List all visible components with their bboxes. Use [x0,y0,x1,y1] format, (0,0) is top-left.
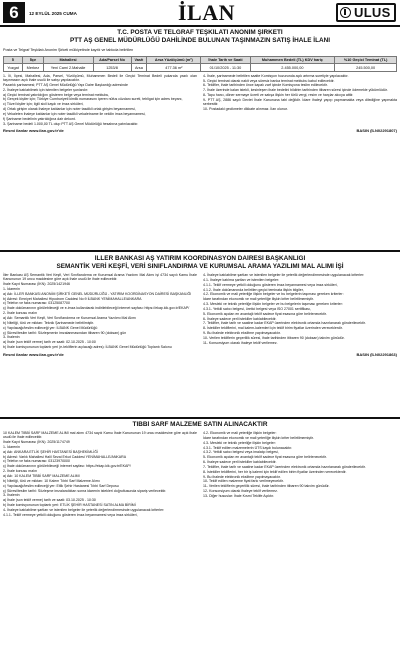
notice-paragraph: İdare tarafından ekonomik ve mali yeterliğe ilişkin kriter belirtilmemiştir. [203,435,314,440]
notice-paragraph: 4.1- İhaleye katılma şartları ve istenilen belgeler: [203,277,280,282]
notice-column-left-items [3,440,197,517]
notice-paragraph: a) İhale (son teklif verme) tarih ve saati: 03.10.2025 - 10:30 [3,498,96,503]
notice-intro: 10 KALEM TIBBİ SARF MALZEME ALIMI mal alımı 4734 sayılı Kamu İhale Kanununun 19 uncu maddesine göre açık ihale usulü ile ihale edilecektir. [3,431,197,440]
notice-column-left [3,431,197,518]
page-title: İLAN [178,0,236,25]
logo-mark-icon [340,7,351,18]
table-header-cell: Vasfı [131,57,147,64]
notice-intro: İller Bankası AŞ Semantik Veri Keşfi, Veri Sınıflandırma ve Kurumsal Arama Yazılımı Mal Alımı işi 4734 sayılı Kamu İhale Kanununun 19 uncu maddesine göre açık ihale usulü ile ihale edilecektir. [3,273,197,282]
notice-paragraph: 4.1.2- İhale dokümanında belirtilen geçici teminata ilişkin bilgiler, [203,287,304,292]
medical-supply-notice [3,421,397,659]
notice-column-right [203,273,397,350]
notice-paragraph: İhale Kayıt Numarası (İKN): 2025/1421946 [3,282,71,287]
notice-columns [3,431,397,518]
table-cell: Yozgat [4,64,23,71]
page-number: 6 [3,2,25,23]
notice-paragraph: Pazarlık şartnamesi; PTT AŞ Genel Müdürlüğü Yapı Daire Başkanlığı adresinde [3,82,128,87]
notice-paragraph: 2- İhale konusu malın [3,469,37,474]
notice-paragraph: b) İhale komisyonunun toplantı yeri: ETLİK ŞEHİR HASTANESİ SATIN ALMA BİRİMİ [3,503,136,508]
section-divider [0,250,400,252]
notice-paragraph: 10- Teklif edilen malzeme fiyat farkı verilmeyecektir. [203,479,284,484]
notice-paragraph: 13- Diğer hususlar: İhale Kısmi Teklife Açıktır. [203,493,275,498]
notice-paragraph: 8- Tapu harcı, döner sermaye ücreti ve satışa ilişkin her türlü vergi, resim ve harçlar alıcıya aittir. [203,93,354,98]
notice-column-left [3,273,197,350]
logo-text: ULUS [354,5,391,20]
notice-paragraph: b) Gerçek kişiler için; Türkiye Cumhuriyeti kimlik numarasını içeren nüfus cüzdanı sureti, tebligat için adres beyanı, [3,97,183,102]
notice-paragraph: b) İhale komisyonunun toplantı yeri (e-tekliflerin açılacağı adres): İLBANK Genel Müdürlüğü Toplantı Salonu [3,345,172,350]
table-header-cell: Mahallesi [43,57,93,64]
footer-code: BASIN (İLN02291807) [356,128,397,134]
table-header-cell: İl [4,57,23,64]
notice-paragraph: 3- İhalenin [3,493,20,498]
notice-paragraph: d) Ortak girişim olarak ihaleye katılanlar için noter tasdikli ortak girişim beyannamesi, [3,107,136,112]
table-header-cell: Arsa Yüzölçümü (m²) [147,57,201,64]
notice-footer [3,128,397,133]
notice-paragraph: 12- Konsorsiyum olarak ihaleye teklif verilemez. [203,489,278,494]
notice-paragraph: 5- Ekonomik açıdan en avantajlı teklif sadece fiyat esasına göre belirlenecektir. [203,311,327,316]
table-header-row [4,57,397,64]
table-header-cell: İlçe [23,57,43,64]
notice-subtitle: SEMANTİK VERİ KEŞFİ, VERİ SINIFLANDIRMA VE KURUMSAL ARAMA YAZILIMI MAL ALIMI İŞİ [56,263,344,270]
notice-paragraph: a) Adı: 10 KALEM TIBBİ SARF MALZEME ALIMI [3,474,80,478]
notice-paragraph: 1- İli, İlçesi, Mahallesi, Ada, Parsel, Yüzölçümü, Muhammen Bedeli ile Geçici Teminat Bedeli yukarıda yazılı olan taşınmazın açık ihale usulü ile satışı yapılacaktır. [3,73,197,83]
notice-paragraph: a) Adı: Semantik Veri Keşfi, Veri Sınıflandırma ve Kurumsal Arama Yazılımı Mal Alımı [3,316,137,320]
notice-column-right [203,74,397,127]
footer-website: Resmi ilanlar www.ilan.gov.tr'de [3,128,64,134]
section-divider [0,417,400,419]
notice-paragraph: 8- İstekliler tekliflerini, mal kalem-kalemleri için teklif birim fiyatlar üzerinden vereceklerdir. [203,326,343,331]
notice-paragraph: 7- Teklifler, ihale tarih ve saatine kadar EKAP üzerinden elektronik ortamda hazırlanarak gönderilecektir. [203,321,366,326]
notice-paragraph: 2- İhaleye katılabilmek için istenilen belgeler şunlardır: [3,87,88,92]
notice-paragraph: 10- Postadaki gecikmeler dikkate alınmaz. İlan olunur. [203,107,288,112]
issue-date: 12 EYLÜL 2025 CUMA [29,11,77,16]
notice-paragraph: 9- PTT AŞ, 2886 sayılı Devlet İhale Kanununa tabi değildir. İdare ihaleyi yapıp yapmamakta veya dilediğine yapmakta serbesttir. [203,98,397,107]
notice-paragraph: ç) Süresi/teslim tarihi: Sözleşme imzalandıktan sonra idarenin istekleri doğrultusunda sipariş verilecektir. [3,488,167,493]
notice-paragraph: ç) Süresi/teslim tarihi: Sözleşmenin imzalanmasından itibaren 90 (doksan) gün [3,330,127,335]
table-cell: 245.500,00 [335,64,397,71]
notice-paragraph: 7- İhale üzerinde kalan istekli, kesinleşen ihale bedelini bildirim tarihinden itibaren süresi içinde ödemekle yükümlüdür. [203,88,388,93]
notice-title: İLLER BANKASI AŞ YATIRIM KOORDİNASYON DAİRESİ BAŞKANLIĞI [94,255,306,262]
notice-paragraph: 7- Teklifler, ihale tarih ve saatine kadar EKAP üzerinden elektronik ortamda hazırlanarak gönderilecektir. [203,464,366,469]
notice-paragraph: c) Yapılacağı/teslim edileceği yer: İLBANK Genel Müdürlüğü [3,325,98,330]
notice-paragraph: c) Yapılacağı/teslim edileceği yer: Etlik Şehir Hastanesi Tıbbi Sarf Deposu [3,483,119,488]
ulus-logo [336,3,396,22]
notice-paragraph: c) Tüzel kişiler için; ilgili sicil kaydı ve imza sirküleri, [3,102,84,107]
notice-paragraph: 4.3.1- Teklif edilen malzemelerin ÜTS kaydı bulunacaktır. [203,445,293,450]
notice-paragraph: 4.3.1- Yetkili satıcı belgesi, üretici belgesi veya ISO 27001 sertifikası, [203,306,311,311]
notice-paragraph: ç) İhale dokümanının görülebileceği internet sayfası: https://ekap.kik.gov.tr/EKAP/ [3,464,131,469]
notice-footer [3,352,397,357]
table-cell: 477.36 m² [147,64,201,71]
notice-column-left-items [3,282,197,349]
ilbank-tender-notice [3,255,397,413]
notice-paragraph: 11- Verilen tekliflerin geçerlilik süresi, ihale tarihinden itibaren 90 takvim günüdür. [203,484,330,489]
notice-columns [3,74,397,127]
ptt-sale-notice [3,29,397,246]
notice-paragraph: 4.3- Mesleki ve teknik yeterliğe ilişkin belgeler: [203,440,276,445]
notice-paragraph: b) Adresi: Varlık Mahallesi Halil Sezai Erkut Caddesi YENİMAHALLE/ANKARA [3,454,127,459]
notice-paragraph: 4.3- Mesleki ve teknik yeterliğe ilişkin belgeler ve bu belgelerin taşıması gereken kriterler: [203,302,343,307]
notice-paragraph: 4.3.2- Yetkili satıcı belgesi veya imalatçı belgesi, [203,450,279,455]
notice-paragraph: 5- Geçici teminat olarak nakit veya süresiz banka teminat mektubu kabul edilecektir. [203,78,335,83]
notice-paragraph: b) Niteliği, türü ve miktarı: 10 Kalem Tıbbi Sarf Malzeme Alımı [3,478,100,483]
notice-paragraph: 8- İstekliler tekliflerini, her bir iş kalemi için teklif edilen birim fiyatlar üzerinden vereceklerdir. [203,469,347,474]
notice-column-right [203,431,397,518]
notice-paragraph: 6- İhaleye sadece yerli istekliler katılabilecektir. [203,460,277,465]
notice-title: TIBBİ SARF MALZEME SATIN ALINACAKTIR [132,421,268,428]
notice-paragraph: 6- Teklifler, ihale tarihinden önce kapalı zarf içinde Komisyona teslim edilecektir. [203,83,328,88]
notice-paragraph: 11- Konsorsiyum olarak ihaleye teklif verilemez. [203,340,278,345]
table-cell: 01/10/2025 - 11:30 [201,64,250,71]
table-cell: 1253/8 [93,64,131,71]
notice-paragraph: a) İhale (son teklif verme) tarih ve saati: 02.10.2025 - 10:00 [3,340,96,345]
table-header-cell: Muhammen Bedeli (TL) KDV hariç [250,57,335,64]
notice-paragraph: 4.1.1- Teklif vermeye yetkili olduğunu gösteren imza beyannamesi veya imza sirküleri, [203,282,338,287]
notice-paragraph: b) Niteliği, türü ve miktarı: Teknik Şartnamede belirtilmiştir. [3,320,95,325]
header-rule [0,25,400,27]
page-header [0,0,400,25]
notice-paragraph: b) Adresi: Emniyet Mahallesi Hipodrom Caddesi No:9 İLBANK YENİMAHALLE/ANKARA [3,296,142,301]
notice-paragraph: 1- İdarenin [3,286,20,291]
notice-paragraph: a) Geçici teminat yatırıldığını gösteren belge veya teminat mektubu, [3,92,110,97]
table-row [4,64,397,71]
notice-paragraph: 9- Bu ihalede elektronik eksiltme yapılmayacaktır. [203,331,281,336]
notice-paragraph: 4- İhaleye katılabilme şartları ve istenilen belgeler ile yeterlik değerlendirmesinde uygulanacak kriterler: [203,273,365,277]
notice-paragraph: a) Adı: ANKARA ETLİK ŞEHİR HASTANESİ BAŞHEKİMLİĞİ [3,449,98,454]
notice-paragraph: 1- İdarenin [3,444,20,449]
notice-paragraph: 9- Bu ihalede elektronik eksiltme yapılmayacaktır. [203,474,281,479]
notice-paragraph: 3- Şartname bedeli 1.000,00 TL olup PTT AŞ Genel Müdürlüğü hesabına yatırılacaktır. [3,121,139,126]
table-header-cell: %10 Geçici Teminat (TL) [335,57,397,64]
table-cell: Arsa [131,64,147,71]
notice-paragraph: 2- İhale konusu malın [3,311,37,316]
footer-website: Resmi ilanlar www.ilan.gov.tr'de [3,351,64,357]
notice-paragraph: 10- Verilen tekliflerin geçerlilik süresi, ihale tarihinden itibaren 90 (doksan) takvim günüdür. [203,335,345,340]
table-header-cell: İhale Tarih ve Saati [201,57,250,64]
notice-paragraph: 4- İhaleye katılabilme şartları ve istenilen belgeler ile yeterlik değerlendirmesinde uygulanacak kriterler: [3,507,165,512]
notice-paragraph: 4.2- Ekonomik ve mali yeterliğe ilişkin belgeler ve bu belgelerin taşıması gereken kriterler: [203,292,344,297]
notice-columns [3,273,397,350]
notice-paragraph: 3- İhalenin [3,335,20,340]
notice-paragraph: 5- Ekonomik açıdan en avantajlı teklif sadece fiyat esasına göre belirlenecektir. [203,455,327,460]
notice-title: T.C. POSTA VE TELGRAF TEŞKİLATI ANONİM ŞİRKETİ [117,29,283,36]
notice-paragraph: 4.2- Ekonomik ve mali yeterliğe ilişkin belgeler: [203,431,277,435]
notice-column-left [3,74,197,127]
notice-paragraph: a) Adı: İLLER BANKASI ANONİM ŞİRKETİ GENEL MÜDÜRLÜĞÜ - YATIRIM KOORDİNASYON DAİRESİ BAŞKANLIĞI [3,291,192,296]
notice-paragraph: c) Telefon ve faks numarası: 03123970000 [3,459,70,464]
notice-paragraph: f) Şartname bedelinin yatırıldığına dair dekont. [3,116,76,121]
notice-paragraph: İdare tarafından ekonomik ve mali yeterliğe ilişkin kriter belirtilmemiştir. [203,297,314,302]
table-cell: 2.455.000,00 [250,64,335,71]
notice-paragraph: e) Vekaleten ihaleye katılanlar için noter tasdikli vekaletname ile vekilin imza beyannamesi, [3,111,146,116]
table-cell: Yeni Cami 2.Mahalle [43,64,93,71]
table-cell: Merkez [23,64,43,71]
notice-subtitle: PTT AŞ GENEL MÜDÜRLÜĞÜ DAHİLİNDE BULUNAN TAŞINMAZIN SATIŞ İHALE İLANI [70,37,330,44]
notice-paragraph: ç) İhale dokümanının görülebileceği ve e-imza kullanılarak indirilebileceği internet sayfası: https://ekap.kik.gov.tr/EKAP/ [3,306,190,311]
property-table [3,56,397,71]
notice-paragraph: 6- İhaleye sadece yerli istekliler katılabilecektir. [203,316,277,321]
notice-paragraph: İhale Kayıt Numarası (İKN): 2025/1174749 [3,440,70,445]
notice-paragraph: 4- İhale, şartnamede belirtilen saatte Komisyon huzurunda açık artırma suretiyle yapılacaktır. [203,73,349,78]
footer-code: BASIN (İLN02291863) [356,351,397,357]
notice-intro: Posta ve Telgraf Teşkilatı Anonim Şirketi mülkiyetinde kayıtlı ve tabloda belirtilen [3,48,134,52]
notice-paragraph: 4.1.1- Teklif vermeye yetkili olduğunu gösteren imza beyannamesi veya imza sirküleri, [3,512,138,517]
table-header-cell: Ada/Parsel No [93,57,131,64]
notice-paragraph: c) Telefon ve faks numarası: 03125087700 [3,301,70,306]
